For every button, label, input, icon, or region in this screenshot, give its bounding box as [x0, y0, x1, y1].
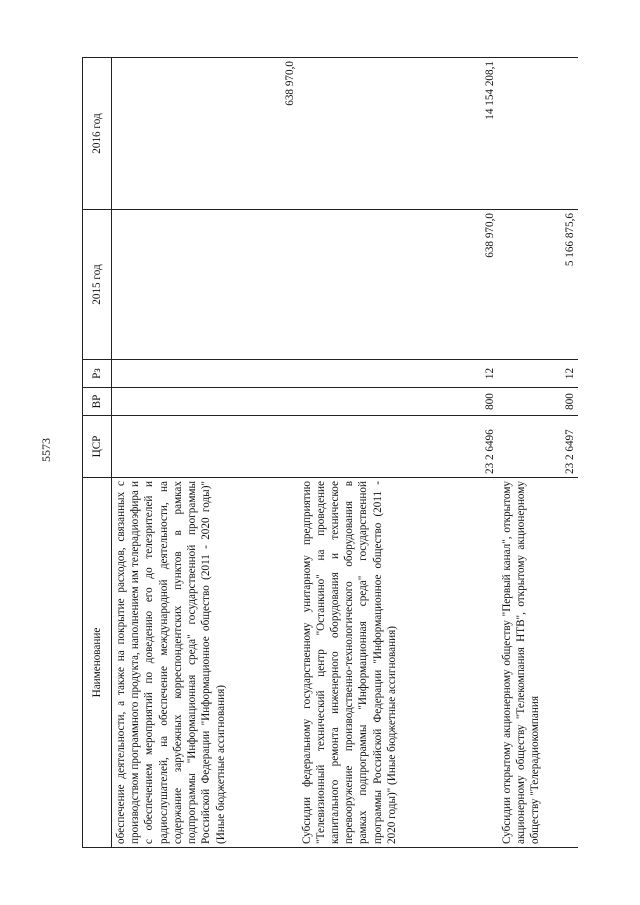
header-2016: 2016 год — [83, 58, 112, 210]
row-name: обеспечение деятельности, а также на покрытие расходов, связанных с производством программного продукта, наполнением им телерадиоэфира и с обеспечением мероприятий по доведению его до телезрителей и радиослушателей, на обеспечение международной деятельности, на содержание зарубежных корреспондентских пунктов в рамках подпрограммы "Информационная среда" государственной программы Российской Федерации "Информационное общество (2011 - 2020 годы)" (Иные бюджетные ассигнования) — [112, 478, 298, 848]
row-2016 — [498, 58, 578, 210]
row-rz: 12 — [298, 360, 498, 388]
row-vr: 800 — [498, 388, 578, 416]
table-row — [498, 58, 578, 848]
header-vr: ВР — [83, 388, 112, 416]
row-name: Субсидии федеральному государственному унитарному предприятию "Телевизионный технический центр "Останкино" на проведение капитального ремонта инженерного оборудования и техническое перевооружение производственно-технологического оборудования в рамках подпрограммы "Информационная среда" государственной программы Российской Федерации "Информационное общество (2011 - 2020 годы)" (Иные бюджетные ассигнования) — [298, 478, 498, 848]
row-2015: 638 970,0 — [298, 210, 498, 360]
row-csr: 23 2 6497 — [498, 416, 578, 478]
row-rz: 12 — [498, 360, 578, 388]
page-number: 5573 — [39, 438, 53, 462]
table-row — [112, 58, 298, 848]
row-csr: 23 2 6496 — [298, 416, 498, 478]
row-2016: 638 970,0 — [112, 58, 298, 210]
row-vr — [112, 388, 298, 416]
budget-table — [82, 57, 578, 848]
header-2015: 2015 год — [83, 210, 112, 360]
row-vr: 800 — [298, 388, 498, 416]
header-row — [83, 58, 112, 848]
rotated-table-wrapper — [82, 58, 596, 848]
table-row — [298, 58, 498, 848]
row-csr — [112, 416, 298, 478]
row-2015: 5 166 875,6 — [498, 210, 578, 360]
row-rz — [112, 360, 298, 388]
header-csr: ЦСР — [83, 416, 112, 478]
row-name: Субсидии открытому акционерному обществу "Первый канал", открытому акционерному обществу "Телекомпания НТВ", открытому акционерному обществу "Телерадиокомпания — [498, 478, 578, 848]
row-2015 — [112, 210, 298, 360]
header-rz: Рз — [83, 360, 112, 388]
row-2016: 14 154 208,1 — [298, 58, 498, 210]
header-name: Наименование — [83, 478, 112, 848]
